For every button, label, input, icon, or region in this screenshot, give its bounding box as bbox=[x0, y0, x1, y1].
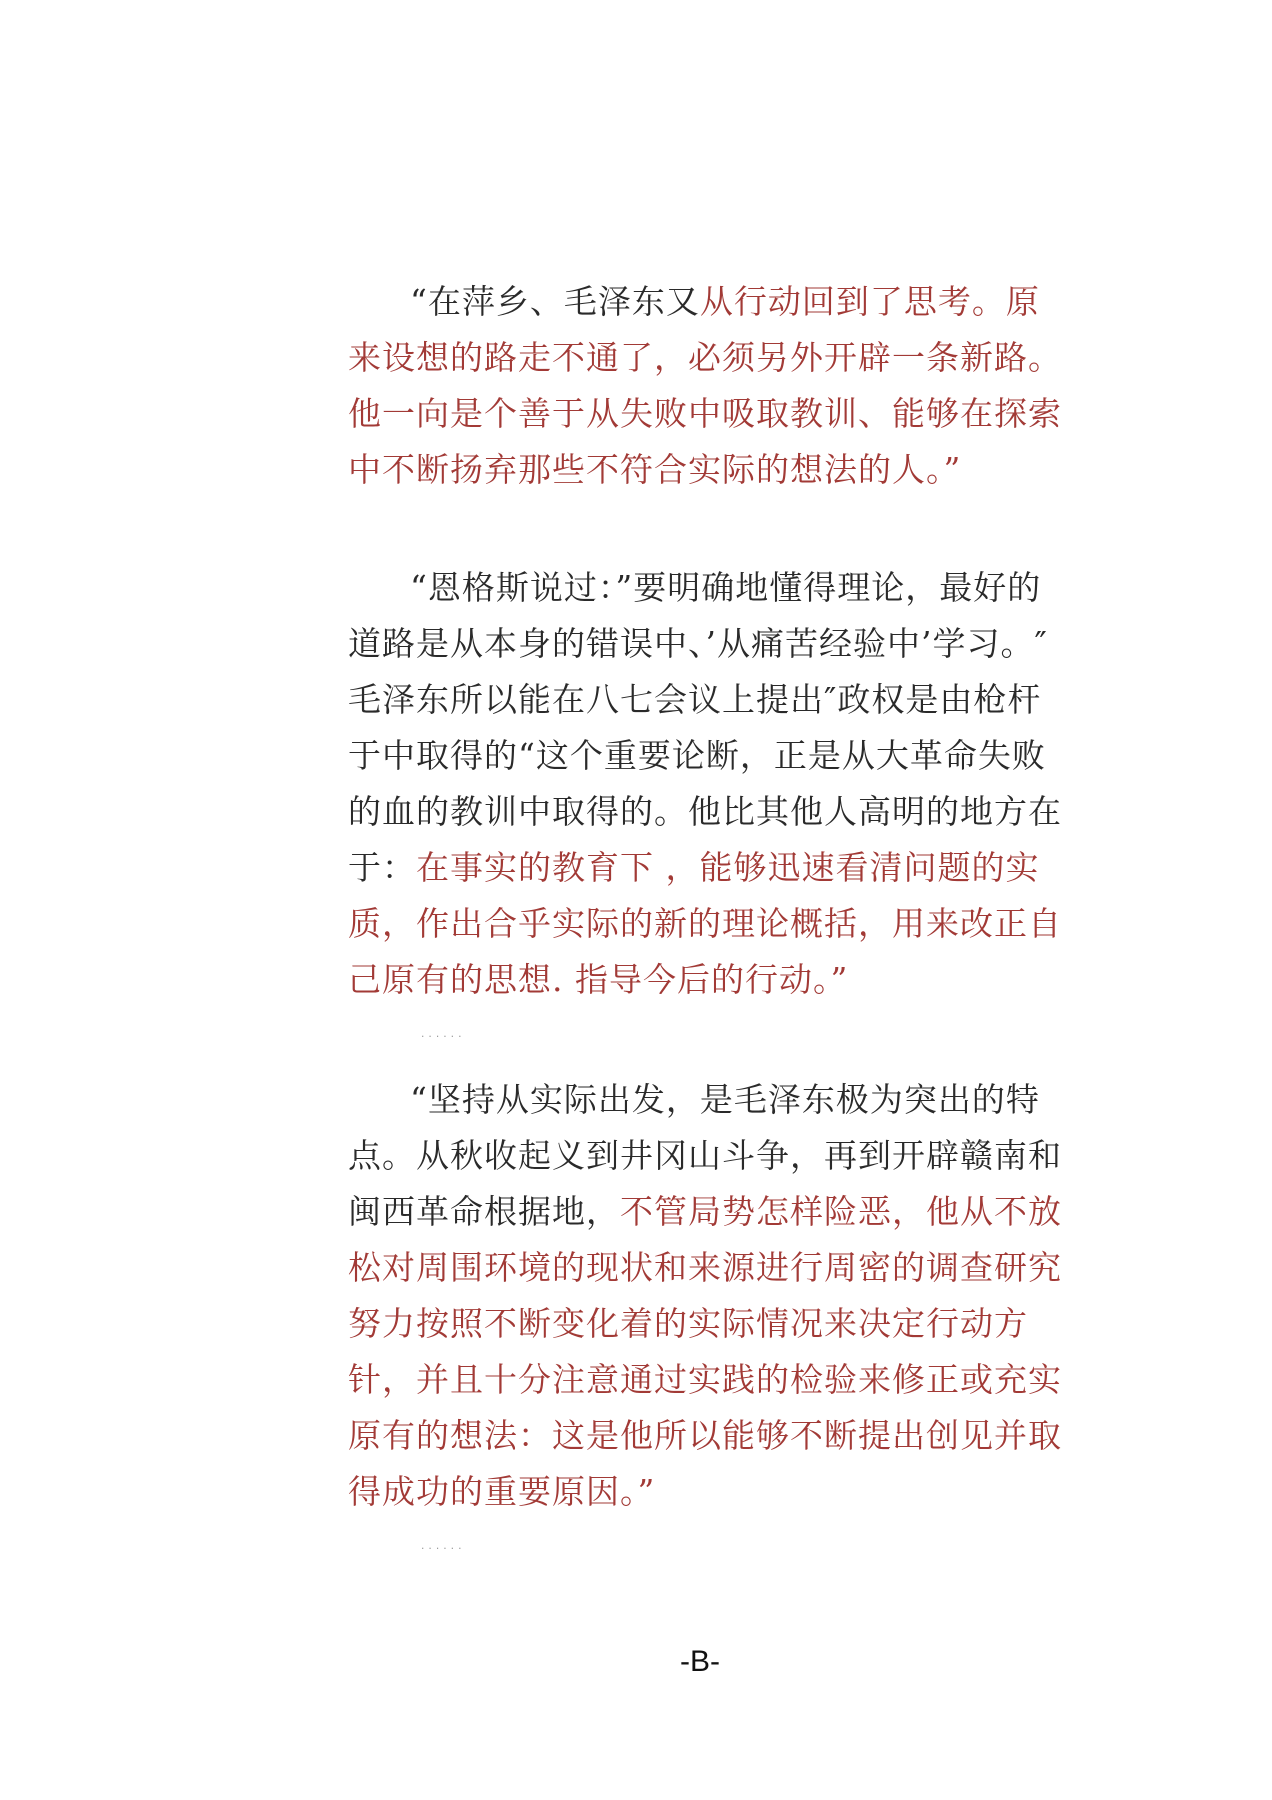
text-segment: “在萍乡、毛泽东又 bbox=[410, 282, 700, 321]
page-number: -B- bbox=[680, 1645, 720, 1678]
paragraph-1-line-1 bbox=[410, 282, 1040, 322]
paragraph-3-line-2 bbox=[348, 1136, 1062, 1176]
text-segment: 从行动回到了思考。原 bbox=[699, 282, 1040, 321]
text-segment: 来设想的路走不通了，必须另外开辟一条新路。 bbox=[348, 338, 1062, 377]
paragraph-3-line-1 bbox=[410, 1080, 1040, 1120]
text-segment: 原有的想法：这是他所以能够不断提出创见并取 bbox=[348, 1416, 1062, 1455]
text-segment: 他一向是个善于从失败中吸取教训、能够在探索 bbox=[348, 394, 1062, 433]
text-segment: 得成功的重要原因。” bbox=[348, 1472, 656, 1511]
text-segment: 己原有的思想. 指导今后的行动。” bbox=[348, 960, 849, 999]
paragraph-1-line-2 bbox=[348, 338, 1062, 378]
paragraph-2-line-6 bbox=[348, 848, 1040, 888]
text-segment: 不管局势怎样险恶，他从不放 bbox=[620, 1192, 1062, 1231]
paragraph-3-line-7 bbox=[348, 1416, 1062, 1456]
text-segment: 质，作出合乎实际的新的理论概括，用来改正自 bbox=[348, 904, 1062, 943]
text-segment: 中不断扬弃那些不符合实际的想法的人。” bbox=[348, 450, 962, 489]
text-segment: 松对周围环境的现状和来源进行周密的调查研究 bbox=[348, 1248, 1062, 1287]
text-segment: “恩格斯说过：”要明确地懂得理论，最好的 bbox=[410, 568, 1042, 607]
paragraph-2-line-5 bbox=[348, 792, 1062, 832]
paragraph-2-line-8 bbox=[348, 960, 848, 1000]
separator-dots: ...... bbox=[420, 1542, 465, 1552]
text-segment: 道路是从本身的错误中、’从痛苦经验中’学习。″ bbox=[348, 624, 1048, 663]
text-segment: “坚持从实际出发，是毛泽东极为突出的特 bbox=[410, 1080, 1040, 1119]
paragraph-2-line-3 bbox=[348, 680, 1041, 720]
paragraph-2-line-1 bbox=[410, 568, 1041, 608]
paragraph-3-line-5 bbox=[348, 1304, 1028, 1344]
text-segment: 努力按照不断变化着的实际情况来决定行动方 bbox=[348, 1304, 1028, 1343]
text-segment: 针，并且十分注意通过实践的检验来修正或充实 bbox=[348, 1360, 1062, 1399]
paragraph-3-line-6 bbox=[348, 1360, 1062, 1400]
paragraph-3-line-8 bbox=[348, 1472, 655, 1512]
paragraph-1-line-3 bbox=[348, 394, 1062, 434]
paragraph-2-line-2 bbox=[348, 624, 1048, 664]
text-segment: 毛泽东所以能在八七会议上提出″政权是由枪杆 bbox=[348, 680, 1042, 719]
text-segment: 于： bbox=[348, 848, 416, 887]
paragraph-2-line-7 bbox=[348, 904, 1062, 944]
paragraph-3-line-4 bbox=[348, 1248, 1062, 1288]
separator-dots: ...... bbox=[420, 1030, 465, 1040]
paragraph-3-line-3 bbox=[348, 1192, 1062, 1232]
text-segment: 在事实的教育下 ，能够迅速看清问题的实 bbox=[416, 848, 1040, 887]
text-segment: 的血的教训中取得的。他比其他人高明的地方在 bbox=[348, 792, 1062, 831]
text-segment: 于中取得的“这个重要论断，正是从大革命失败 bbox=[348, 736, 1046, 775]
text-segment: 点。从秋收起义到井冈山斗争，再到开辟赣南和 bbox=[348, 1136, 1062, 1175]
text-segment: 闽西革命根据地， bbox=[348, 1192, 620, 1231]
paragraph-1-line-4 bbox=[348, 450, 961, 490]
paragraph-2-line-4 bbox=[348, 736, 1046, 776]
